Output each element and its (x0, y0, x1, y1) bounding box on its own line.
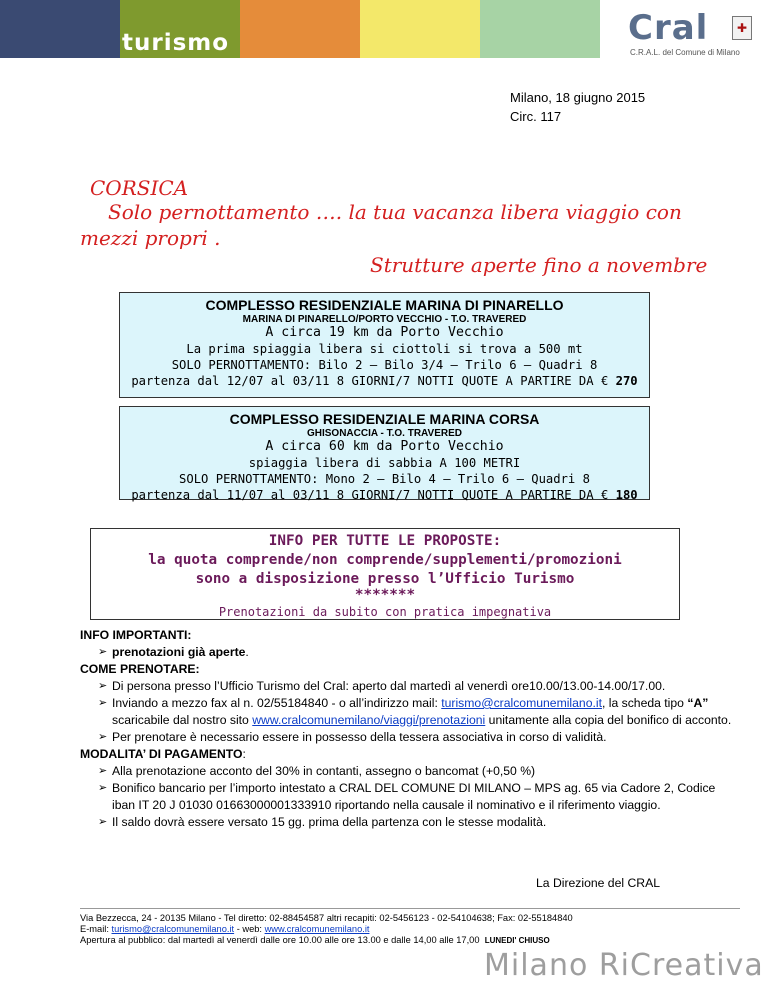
offer-dates-row (120, 373, 649, 389)
email-link[interactable]: turismo@cralcomunemilano.it (441, 696, 602, 710)
info-box (90, 528, 680, 620)
offer-beach: La prima spiaggia libera si ciottoli si trova a 500 mt (186, 342, 583, 356)
footer-divider (80, 908, 740, 909)
footer-hours: Apertura al pubblico: dal martedì al venerdì dalle ore 10.00 alle ore 13.00 e dalle 14,00 alle 17,00 LUNEDI' CHIUSO (80, 935, 550, 945)
footer-web-link[interactable]: www.cralcomunemilano.it (264, 924, 370, 934)
list-item: ➢ Di persona presso l’Ufficio Turismo del Cral: aperto dal martedì al venerdì ore10.00/13.00-14.00/17.00. (98, 679, 666, 693)
offer-beach: spiaggia libera di sabbia A 100 METRI (248, 456, 521, 470)
booking-url-link[interactable]: www.cralcomunemilano/viaggi/prenotazioni (252, 713, 486, 727)
offer-box-marina-corsa (119, 406, 650, 500)
offer-distance: A circa 19 km da Porto Vecchio (265, 325, 504, 340)
list-item: ➢ prenotazioni già aperte. (98, 645, 249, 659)
signature: La Direzione del CRAL (536, 876, 660, 890)
arrow-bullet-icon: ➢ (98, 765, 108, 777)
important-heading: INFO IMPORTANTI: (80, 628, 192, 642)
offer-price: 180 (615, 488, 638, 502)
list-item: ➢ Bonifico bancario per l’importo intestato a CRAL DEL COMUNE DI MILANO – MPS ag. 65 via Cadore 2, Codice iban IT 20 J 01030 01663000001333910 riportando nella causale il nominativo e il riferimento viaggio. (98, 781, 716, 812)
circular-number: Circ. 117 (510, 109, 562, 124)
footer-contacts: E-mail: turismo@cralcomunemilano.it - web: www.cralcomunemilano.it (80, 924, 370, 934)
header-band-yellow (360, 0, 480, 58)
list-item: ➢ Il saldo dovrà essere versato 15 gg. prima della partenza con le stesse modalità. (98, 815, 547, 829)
important-list (80, 644, 740, 661)
arrow-bullet-icon: ➢ (98, 731, 108, 743)
instructions (80, 627, 740, 831)
arrow-bullet-icon: ➢ (98, 680, 108, 692)
offer-title: COMPLESSO RESIDENZIALE MARINA CORSA (229, 411, 540, 427)
offer-distance: A circa 60 km da Porto Vecchio (265, 439, 504, 454)
arrow-bullet-icon: ➢ (98, 697, 108, 709)
info-heading-3: sono a disposizione presso l’Ufficio Turismo (195, 571, 575, 587)
milano-ricreativa-brand: Milano RiCreativa (484, 948, 764, 983)
offer-dates: partenza dal 12/07 al 03/11 8 GIORNI/7 NOTTI QUOTE A PARTIRE DA € (131, 374, 609, 388)
list-item: ➢ Alla prenotazione acconto del 30% in contanti, assegno o bancomat (+0,50 %) (98, 764, 536, 778)
footer-address: Via Bezzecca, 24 - 20135 Milano - Tel diretto: 02-88454587 altri recapiti: 02-5456123 - 02-54104638; Fax: 02-55184840 (80, 913, 573, 923)
offer-rooms: SOLO PERNOTTAMENTO: Mono 2 – Bilo 4 – Trilo 6 – Quadri 8 (179, 472, 590, 486)
hero-line-1: CORSICA (90, 176, 189, 200)
letter-date-block (510, 88, 645, 126)
hero-line-3: mezzi propri . (80, 226, 221, 250)
footer-email-link[interactable]: turismo@cralcomunemilano.it (111, 924, 235, 934)
closed-notice: LUNEDI' CHIUSO (484, 936, 550, 945)
offer-box-pinarello (119, 292, 650, 398)
info-note: Prenotazioni da subito con pratica impegnativa (218, 605, 552, 619)
offer-rooms: SOLO PERNOTTAMENTO: Bilo 2 – Bilo 3/4 – Trilo 6 – Quadri 8 (171, 358, 598, 372)
arrow-bullet-icon: ➢ (98, 816, 108, 828)
arrow-bullet-icon: ➢ (98, 782, 108, 794)
milano-crest-icon: ✚ (732, 16, 752, 40)
list-item: ➢ Per prenotare è necessario essere in possesso della tessera associativa in corso di validità. (98, 730, 607, 744)
logo-subtitle: C.R.A.L. del Comune di Milano (630, 48, 740, 57)
list-item: ➢ Inviando a mezzo fax al n. 02/55184840 - o all’indirizzo mail: turismo@cralcomunemilano.it, la scheda tipo “A” scaricabile dal nostro sito www.cralcomunemilano/viaggi/prenotazioni unitamente alla copia del bonifico di acconto. (98, 696, 732, 727)
offer-title: COMPLESSO RESIDENZIALE MARINA DI PINARELLO (205, 297, 564, 313)
header-band-blue (0, 0, 120, 58)
info-heading-2: la quota comprende/non comprende/supplementi/promozioni (148, 552, 622, 568)
cral-logo (628, 8, 758, 58)
arrow-bullet-icon: ➢ (98, 646, 108, 658)
letter-date: Milano, 18 giugno 2015 (510, 90, 646, 105)
offer-price: 270 (615, 374, 638, 388)
payment-list (80, 763, 740, 831)
info-heading-1: INFO PER TUTTE LE PROPOSTE: (268, 533, 502, 549)
info-stars: ******* (354, 587, 416, 603)
howto-list (80, 678, 740, 746)
offer-subtitle: MARINA DI PINARELLO/PORTO VECCHIO - T.O. TRAVERED (242, 314, 527, 325)
payment-heading-row: MODALITA’ DI PAGAMENTO: (80, 747, 246, 761)
offer-dates-row (120, 487, 649, 503)
hero-line-4: Strutture aperte fino a novembre (370, 253, 708, 277)
hero-line-2: Solo pernottamento …. la tua vacanza libera viaggio con (108, 200, 682, 224)
footer (80, 913, 573, 946)
payment-heading: MODALITA’ DI PAGAMENTO (80, 747, 243, 761)
offer-dates: partenza dal 11/07 al 03/11 8 GIORNI/7 NOTTI QUOTE A PARTIRE DA € (131, 488, 609, 502)
turismo-title: turismo (122, 30, 230, 56)
howto-heading: COME PRENOTARE: (80, 662, 200, 676)
header-band-mint (480, 0, 600, 58)
offer-subtitle: GHISONACCIA - T.O. TRAVERED (306, 428, 462, 439)
header-band-orange (240, 0, 360, 58)
logo-wordmark: Cral (628, 8, 709, 48)
